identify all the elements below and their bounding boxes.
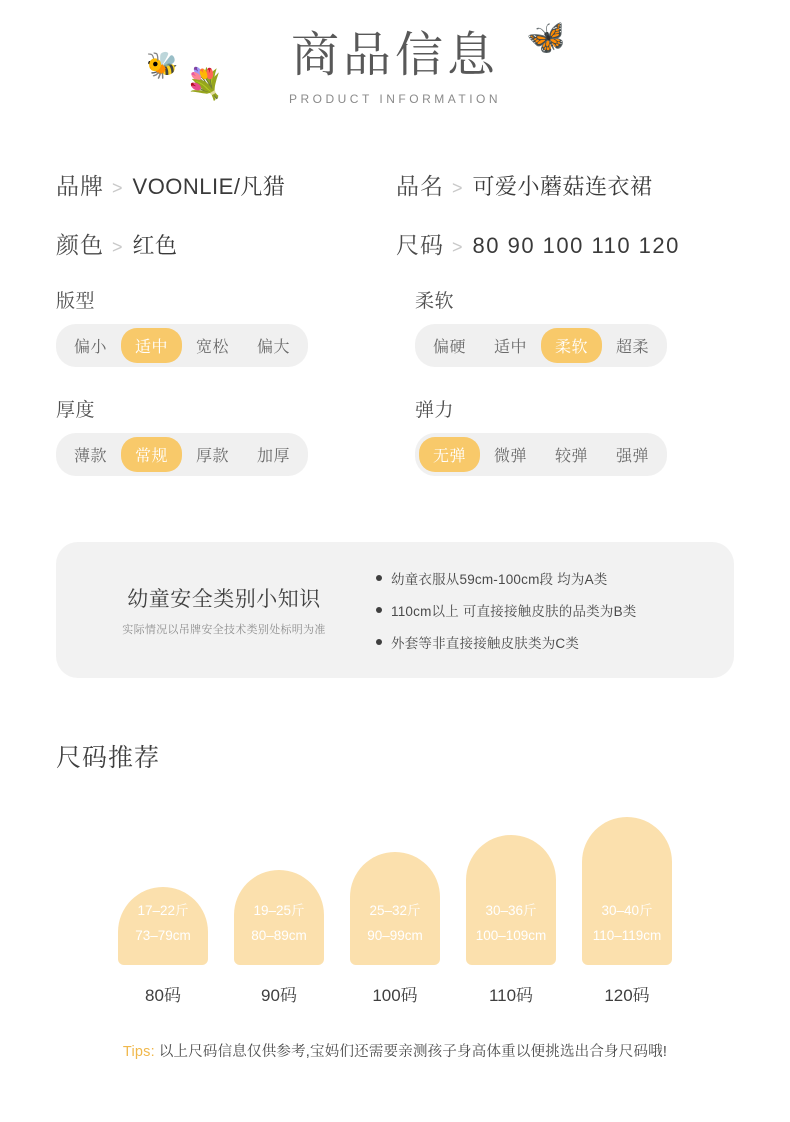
attribute-option[interactable]: 偏小 xyxy=(74,339,108,356)
header xyxy=(0,0,790,150)
chevron-right-icon: > xyxy=(112,237,123,257)
attribute-option[interactable]: 强弹 xyxy=(616,448,650,465)
attribute-option[interactable]: 适中 xyxy=(494,339,528,356)
attribute-group-softness xyxy=(415,286,734,367)
tips-label: Tips: xyxy=(122,1044,155,1060)
title-block xyxy=(0,26,790,106)
list-item xyxy=(376,568,704,588)
info-item-sizes xyxy=(396,227,680,260)
size-bar xyxy=(118,887,208,965)
size-label: 110码 xyxy=(488,986,534,1005)
size-bar xyxy=(234,870,324,965)
list-item xyxy=(376,632,704,652)
info-label: 尺码 xyxy=(396,232,444,258)
size-label: 80码 xyxy=(145,986,181,1005)
bullet-icon xyxy=(376,639,382,645)
bee-icon: 🐝 xyxy=(146,50,179,80)
info-label: 颜色 xyxy=(56,232,104,258)
chevron-right-icon: > xyxy=(452,237,463,257)
attribute-option-selected[interactable]: 柔软 xyxy=(541,328,602,363)
size-section-title: 尺码推荐 xyxy=(56,744,161,772)
size-column xyxy=(463,835,559,1006)
attribute-option-selected[interactable]: 无弹 xyxy=(419,437,480,472)
info-row xyxy=(56,227,734,260)
size-column xyxy=(231,870,327,1006)
size-label: 90码 xyxy=(261,986,297,1005)
attribute-options xyxy=(56,324,308,367)
page-subtitle: PRODUCT INFORMATION xyxy=(288,92,502,106)
attribute-line xyxy=(56,286,734,395)
page-title: 商品信息 xyxy=(290,29,499,82)
attribute-option[interactable]: 超柔 xyxy=(616,339,650,356)
info-value: VOONLIE/凡猎 xyxy=(132,174,286,199)
info-label: 品牌 xyxy=(56,173,104,199)
knowledge-list xyxy=(376,568,704,652)
info-item-color xyxy=(56,227,396,260)
attribute-option[interactable]: 宽松 xyxy=(196,339,230,356)
flowers-icon: 💐 xyxy=(186,68,224,101)
attribute-group-fit xyxy=(56,286,375,367)
size-height: 110–119cm xyxy=(592,928,662,944)
info-section xyxy=(0,168,790,260)
attribute-option[interactable]: 加厚 xyxy=(257,448,291,465)
list-item-text: 外套等非直接接触皮肤类为C类 xyxy=(391,636,580,651)
attributes-section xyxy=(0,286,790,504)
knowledge-heading-block xyxy=(86,583,376,637)
attribute-options xyxy=(415,433,667,476)
knowledge-title: 幼童安全类别小知识 xyxy=(127,588,321,611)
size-weight: 30–40斤 xyxy=(601,902,653,918)
attribute-option[interactable]: 微弹 xyxy=(494,448,528,465)
size-weight: 25–32斤 xyxy=(369,902,421,918)
knowledge-subtitle: 实际情况以吊牌安全技术类别处标明为准 xyxy=(122,624,326,636)
size-height: 73–79cm xyxy=(135,928,191,944)
bullet-icon xyxy=(376,607,382,613)
attribute-title: 版型 xyxy=(56,291,96,312)
attribute-group-elasticity xyxy=(415,395,734,476)
size-height: 80–89cm xyxy=(251,928,307,944)
info-item-brand xyxy=(56,168,396,201)
attribute-option-selected[interactable]: 适中 xyxy=(121,328,182,363)
info-value: 80 90 100 110 120 xyxy=(472,233,680,258)
size-column xyxy=(579,817,675,1006)
info-row xyxy=(56,168,734,201)
tips-text: 以上尺码信息仅供参考,宝妈们还需要亲测孩子身高体重以便挑选出合身尺码哦! xyxy=(158,1044,668,1060)
attribute-title: 弹力 xyxy=(415,400,455,421)
size-column xyxy=(115,887,211,1006)
butterfly-icon: 🦋 xyxy=(523,16,571,60)
info-value: 红色 xyxy=(132,233,178,258)
attribute-option[interactable]: 偏硬 xyxy=(433,339,467,356)
attribute-title: 柔软 xyxy=(415,291,455,312)
info-value: 可爱小蘑菇连衣裙 xyxy=(472,174,653,199)
bullet-icon xyxy=(376,575,382,581)
list-item xyxy=(376,600,704,620)
attribute-option-selected[interactable]: 常规 xyxy=(121,437,182,472)
safety-knowledge-panel xyxy=(56,542,734,678)
attribute-option[interactable]: 较弹 xyxy=(555,448,589,465)
size-weight: 30–36斤 xyxy=(485,902,537,918)
size-recommendation-section xyxy=(0,738,790,1006)
size-chart xyxy=(56,826,734,1006)
size-height: 100–109cm xyxy=(475,928,547,944)
info-label: 品名 xyxy=(396,173,444,199)
tips-line xyxy=(0,1040,790,1061)
size-label: 120码 xyxy=(604,986,650,1005)
attribute-options xyxy=(415,324,667,367)
attribute-line xyxy=(56,395,734,504)
attribute-options xyxy=(56,433,308,476)
size-weight: 19–25斤 xyxy=(253,902,305,918)
attribute-option[interactable]: 薄款 xyxy=(74,448,108,465)
size-bar xyxy=(466,835,556,965)
chevron-right-icon: > xyxy=(112,178,123,198)
list-item-text: 110cm以上 可直接接触皮肤的品类为B类 xyxy=(391,604,637,619)
size-column xyxy=(347,852,443,1006)
info-item-product-name xyxy=(396,168,653,201)
attribute-group-thickness xyxy=(56,395,375,476)
size-bar xyxy=(350,852,440,965)
list-item-text: 幼童衣服从59cm-100cm段 均为A类 xyxy=(391,572,608,587)
size-height: 90–99cm xyxy=(367,928,423,944)
size-weight: 17–22斤 xyxy=(137,902,189,918)
size-label: 100码 xyxy=(372,986,418,1005)
size-bar xyxy=(582,817,672,965)
chevron-right-icon: > xyxy=(452,178,463,198)
attribute-option[interactable]: 厚款 xyxy=(196,448,230,465)
attribute-option[interactable]: 偏大 xyxy=(257,339,291,356)
attribute-title: 厚度 xyxy=(56,400,96,421)
